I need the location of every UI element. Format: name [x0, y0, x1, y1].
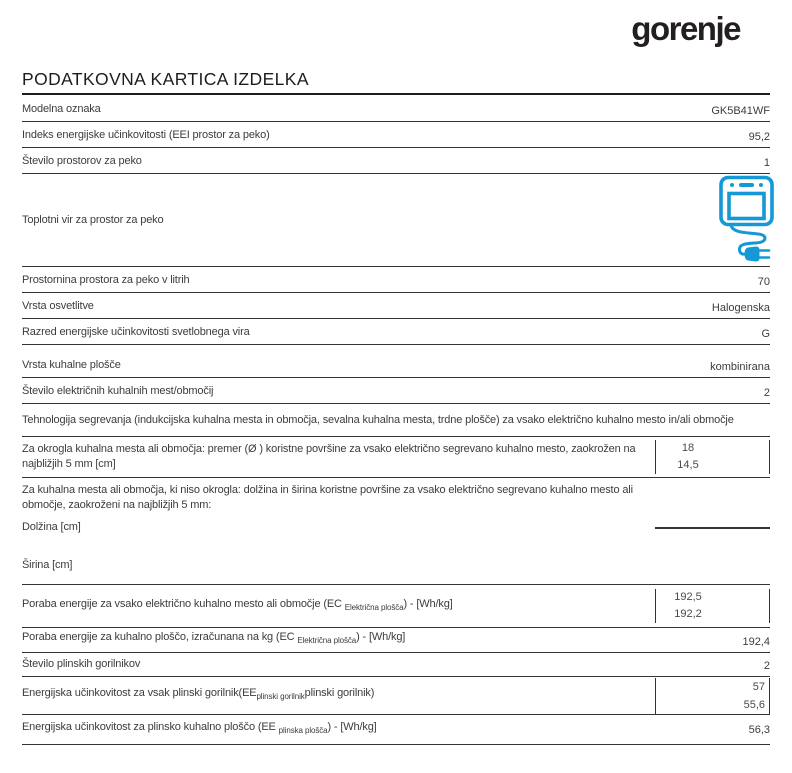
label-part: plinski gorilnik)	[304, 687, 375, 700]
row-light-type	[22, 293, 770, 319]
row-ee-gas-hob-value: 56,3	[748, 723, 770, 736]
row-width-label: Širina [cm]	[22, 559, 73, 571]
row-non-round-intro	[22, 478, 770, 511]
row-heat-source-label: Toplotni vir za prostor za peko	[22, 213, 164, 226]
heat-source-icon-cell	[718, 175, 778, 265]
row-ec-zone-label	[22, 597, 655, 615]
row-ee-gas-hob-label	[22, 720, 377, 738]
row-model	[22, 95, 770, 122]
row-volume-value: 70	[757, 276, 770, 288]
row-ee-burner-label	[22, 686, 655, 704]
row-light-type-value: Halogenska	[711, 302, 770, 314]
row-ec-hob-label	[22, 630, 405, 648]
row-round-zones-label: Za okrogla kuhalna mesta ali območja: premer (Ø ) koristne površine za vsako električno segrevano kuhalno mesto, zaokrožen na najbližjih 5 mm [cm]	[22, 443, 636, 470]
label-part: Poraba energije za vsako električno kuhalno mesto ali območje (EC	[22, 597, 345, 610]
row-ec-zone	[22, 585, 770, 628]
label-part: Poraba energije za kuhalno ploščo, izračunana na kg (EC	[22, 630, 298, 643]
row-electric-zones-value: 2	[763, 387, 770, 399]
ec-zone-value-2: 192,2	[674, 608, 702, 620]
label-subscript: plinska plošča	[278, 726, 328, 736]
row-electric-zones	[22, 378, 770, 404]
row-volume	[22, 267, 770, 293]
row-electric-zones-label: Število električnih kuhalnih mest/območij	[22, 385, 214, 397]
row-ec-hob	[22, 628, 770, 653]
row-ec-hob-value: 192,4	[742, 636, 770, 648]
row-eei-value: 95,2	[748, 131, 770, 143]
row-ee-gas-hob	[22, 715, 770, 745]
row-cavities	[22, 148, 770, 174]
label-part: Energijska učinkovitost za vsak plinski gorilnik(EE	[22, 687, 257, 700]
row-ee-burner	[22, 677, 770, 715]
label-subscript: Električna plošča	[344, 603, 404, 613]
round-zones-values	[656, 440, 720, 474]
round-zones-value-2: 14,5	[677, 459, 699, 471]
page-title: PODATKOVNA KARTICA IZDELKA	[22, 70, 770, 95]
row-heating-tech	[22, 404, 770, 437]
row-length-label: Dolžina [cm]	[22, 521, 81, 533]
row-cavities-value: 1	[763, 157, 770, 169]
row-light-class-value: G	[761, 328, 770, 340]
round-zones-value-cell	[655, 440, 770, 474]
label-part: ) - [Wh/kg]	[327, 721, 377, 734]
row-light-class	[22, 319, 770, 345]
ee-burner-values	[656, 678, 769, 714]
row-gas-burners-label: Število plinskih gorilnikov	[22, 658, 141, 670]
label-part: ) - [Wh/kg]	[403, 597, 453, 610]
row-round-zones	[22, 437, 770, 478]
row-volume-label: Prostornina prostora za peko v litrih	[22, 274, 190, 286]
row-light-type-label: Vrsta osvetlitve	[22, 300, 94, 312]
ec-zone-value-1: 192,5	[674, 591, 702, 603]
row-light-class-label: Razred energijske učinkovitosti svetlobnega vira	[22, 326, 250, 338]
row-heat-source	[22, 174, 770, 267]
ec-zone-value-cell	[655, 589, 770, 623]
row-non-round-intro-label: Za kuhalna mesta ali območja, ki niso okrogla: dolžina in širina koristne površine za vsako električno segrevano kuhalno mesto ali območje, zaokroženi na najbližjih 5 mm:	[22, 484, 633, 511]
row-gas-burners-value: 2	[763, 660, 770, 672]
row-gas-burners	[22, 653, 770, 677]
row-eei-label: Indeks energijske učinkovitosti (EEI prostor za peko)	[22, 129, 270, 141]
row-eei	[22, 122, 770, 148]
row-model-label: Modelna oznaka	[22, 103, 101, 115]
length-value-cell	[655, 527, 770, 529]
ec-zone-values	[656, 589, 720, 623]
label-subscript: plinski gorilnik	[256, 692, 305, 702]
ee-burner-value-2: 55,6	[743, 698, 765, 711]
label-part: Energijska učinkovitost za plinsko kuhalno ploščo (EE	[22, 721, 279, 734]
row-cavities-label: Število prostorov za peko	[22, 155, 142, 167]
row-width	[22, 547, 770, 585]
ee-burner-value-cell	[655, 678, 770, 714]
row-hob-type-value: kombinirana	[710, 361, 770, 373]
row-heating-tech-label: Tehnologija segrevanja (indukcijska kuhalna mesta in območja, sevalna kuhalna mesta, trdne plošče) za vsako električno kuhalno mesto in/ali območje	[22, 413, 734, 426]
row-model-value: GK5B41WF	[711, 105, 770, 117]
row-hob-type-label: Vrsta kuhalne plošče	[22, 359, 121, 371]
gorenje-logo: gorenje	[631, 10, 740, 47]
label-subscript: Električna plošča	[297, 636, 357, 645]
round-zones-value-1: 18	[681, 442, 695, 454]
datasheet-content	[22, 70, 770, 745]
electric-oven-plug-icon	[718, 175, 778, 265]
ee-burner-value-1: 57	[752, 680, 765, 693]
row-length	[22, 508, 770, 547]
label-part: ) - [Wh/kg]	[356, 630, 406, 643]
row-hob-type	[22, 345, 770, 378]
